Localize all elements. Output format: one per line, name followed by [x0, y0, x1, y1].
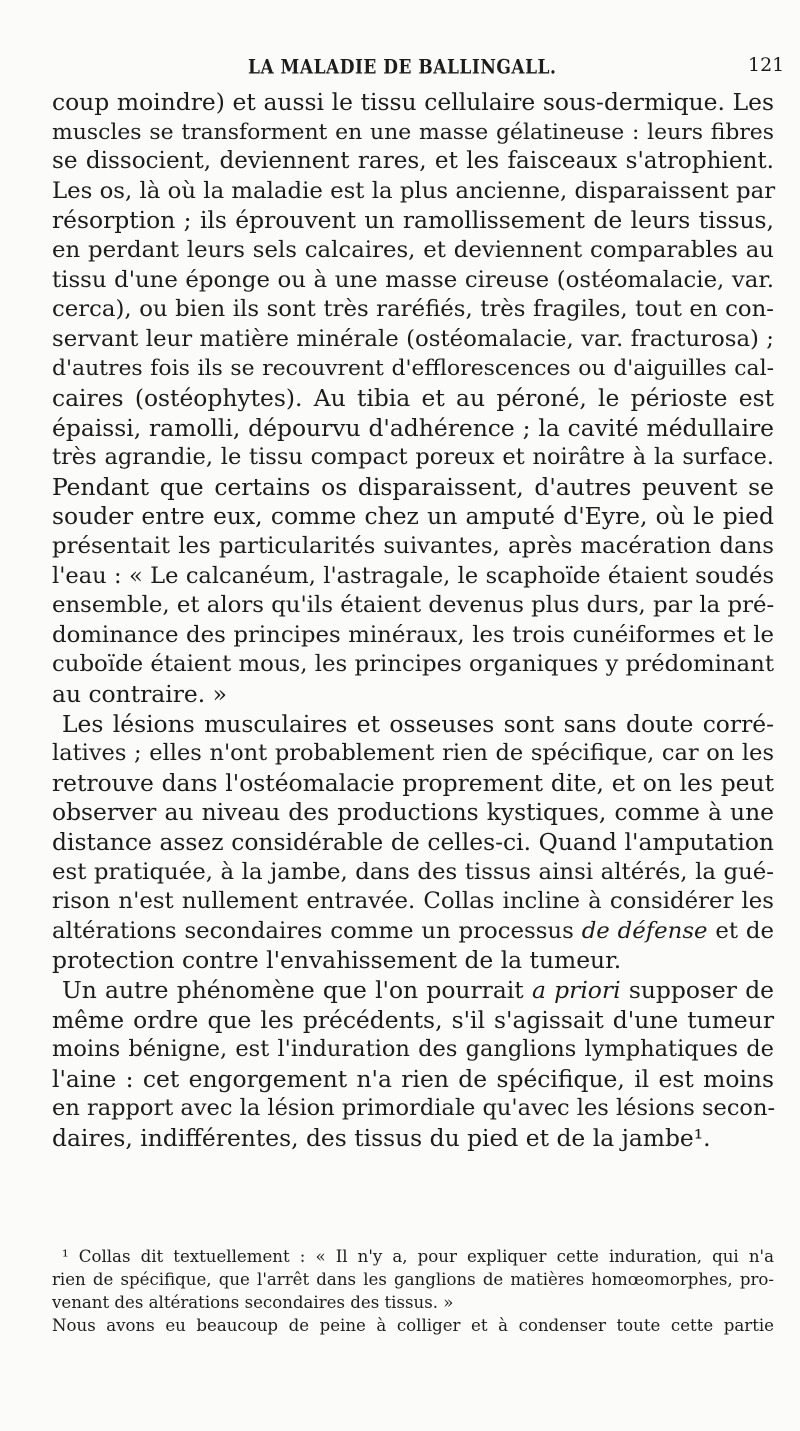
text-line: cuboïde étaient mous, les principes organiques y prédominant — [52, 651, 774, 678]
text-line: est pratiquée, à la jambe, dans des tissus ainsi altérés, la gué- — [52, 858, 774, 885]
running-head: LA MALADIE DE BALLINGALL. — [248, 56, 557, 79]
footnote-line: Nous avons eu beaucoup de peine à colliger et à condenser toute cette partie — [52, 1316, 774, 1335]
text-segment: altérations secondaires comme un processus — [52, 917, 574, 944]
text-line: au contraire. » — [52, 680, 227, 708]
text-line: se dissocient, deviennent rares, et les faisceaux s'atrophient. — [52, 148, 774, 175]
text-line: latives ; elles n'ont probablement rien de spécifique, car on les — [52, 740, 774, 767]
text-line: caires (ostéophytes). Au tibia et au péroné, le périoste est — [52, 384, 774, 412]
page-number: 121 — [748, 54, 785, 76]
italic-term: de défense — [581, 917, 708, 944]
text-line-with-italic — [62, 977, 774, 1004]
text-line: coup moindre) et aussi le tissu cellulaire sous-dermique. Les — [52, 88, 774, 116]
text-line: en perdant leurs sels calcaires, et deviennent comparables au — [52, 237, 774, 263]
text-line: présentait les particularités suivantes, après macération dans — [52, 533, 774, 559]
text-line: cerca), ou bien ils sont très raréfiés, très fragiles, tout en con- — [52, 296, 774, 323]
text-line: souder entre eux, comme chez un amputé d'Eyre, où le pied — [52, 502, 774, 531]
text-line: même ordre que les précédents, s'il s'agissait d'une tumeur — [52, 1005, 774, 1034]
text-line: Les os, là où la maladie est la plus ancienne, disparaissent par — [52, 177, 776, 204]
text-line-with-italic — [52, 918, 774, 945]
footnote-line: venant des altérations secondaires des tissus. » — [52, 1293, 454, 1312]
footnote-line: ¹ Collas dit textuellement : « Il n'y a, pour expliquer cette induration, qui n'a — [62, 1247, 774, 1266]
text-line: retrouve dans l'ostéomalacie proprement dite, et on les peut — [52, 768, 774, 797]
text-line: très agrandie, le tissu compact poreux et noirâtre à la surface. — [52, 444, 774, 471]
text-line: protection contre l'envahissement de la tumeur. — [52, 946, 622, 975]
text-line: Les lésions musculaires et osseuses sont sans doute corré- — [62, 709, 774, 738]
text-line: rison n'est nullement entravée. Collas incline à considérer les — [52, 888, 774, 915]
text-line: l'eau : « Le calcanéum, l'astragale, le scaphoïde étaient soudés — [52, 562, 774, 589]
text-line: daires, indifférentes, des tissus du pied et de la jambe¹. — [52, 1124, 711, 1152]
text-segment: et de — [715, 917, 775, 944]
text-line: Pendant que certains os disparaissent, d'autres peuvent se — [52, 472, 774, 501]
italic-term: a priori — [531, 976, 621, 1004]
text-line: tissu d'une éponge ou à une masse cireuse (ostéomalacie, var. — [52, 266, 774, 293]
text-segment: Un autre phénomène que l'on pourrait — [62, 976, 524, 1004]
text-line: moins bénigne, est l'induration des ganglions lymphatiques de — [52, 1036, 774, 1063]
text-line: résorption ; ils éprouvent un ramollissement de leurs tissus, — [52, 206, 774, 235]
text-line: distance assez considérable de celles-ci. Quand l'amputation — [52, 828, 774, 856]
text-line: servant leur matière minérale (ostéomalacie, var. fracturosa) ; — [52, 325, 774, 352]
footnote-line: rien de spécifique, que l'arrêt dans les ganglions de matières homœomorphes, pro- — [52, 1270, 774, 1289]
text-line: en rapport avec la lésion primordiale qu'avec les lésions secon- — [52, 1095, 776, 1122]
text-line: dominance des principes minéraux, les trois cunéiformes et le — [52, 621, 774, 648]
page-header — [0, 48, 800, 84]
text-line: observer au niveau des productions kystiques, comme à une — [52, 798, 774, 827]
text-line: muscles se transforment en une masse gélatineuse : leurs fibres — [52, 119, 774, 145]
text-line: l'aine : cet engorgement n'a rien de spécifique, il est moins — [52, 1064, 774, 1093]
text-line: d'autres fois ils se recouvrent d'efflorescences ou d'aiguilles cal- — [52, 356, 774, 382]
text-line: ensemble, et alors qu'ils étaient devenus plus durs, par la pré- — [52, 592, 775, 619]
text-segment: supposer de — [628, 976, 775, 1004]
text-line: épaissi, ramolli, dépourvu d'adhérence ; la cavité médullaire — [52, 413, 774, 442]
